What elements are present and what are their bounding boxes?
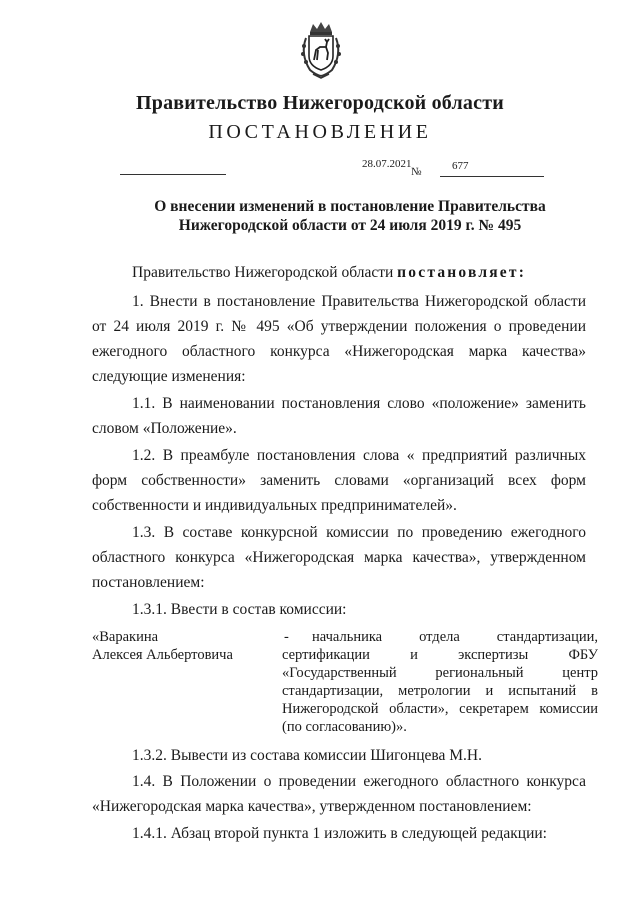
paragraph-1-4: 1.4. В Положении о проведении ежегодного областного конкурса «Нижегородская марка качества», утвержденном постановлением: <box>92 773 586 815</box>
preamble <box>92 260 586 285</box>
preamble-action: постановляет: <box>397 264 527 281</box>
government-title: Правительство Нижегородской области <box>136 92 504 114</box>
document-date: 28.07.2021 <box>362 158 412 170</box>
preamble-text: Правительство Нижегородской области <box>132 264 398 281</box>
paragraph-1-3: 1.3. В составе конкурсной комиссии по проведению ежегодного областного конкурса «Нижегородская марка качества», утвержденном постановлением: <box>92 524 586 591</box>
document-type: ПОСТАНОВЛЕНИЕ <box>208 121 432 143</box>
coat-of-arms-icon <box>296 20 346 80</box>
commission-member-name: «Варакина Алексея Альбертовича <box>92 629 233 663</box>
subject-line-1: О внесении изменений в постановление Правительства <box>154 198 546 215</box>
date-blank-line <box>120 174 226 175</box>
number-sign: № <box>411 166 422 178</box>
subject-line-2: Нижегородской области от 24 июля 2019 г. № 495 <box>178 217 522 234</box>
document-number: 677 <box>452 160 469 172</box>
paragraph-1-1: 1.1. В наименовании постановления слово «положение» заменить словом «Положение». <box>92 395 586 437</box>
paragraph-1-3-2: 1.3.2. Вывести из состава комиссии Шигонцева М.Н. <box>132 747 482 764</box>
paragraph-1-3-1: 1.3.1. Ввести в состав комиссии: <box>132 601 347 618</box>
commission-member-description: начальника отдела стандартизации, сертификации и экспертизы ФБУ «Государственный региональный центр стандартизации, метрологии и испытаний в Нижегородской области», секретарем комиссии (по согласованию)». <box>282 629 598 735</box>
number-underline <box>440 176 544 177</box>
paragraph-1-2: 1.2. В преамбуле постановления слова « предприятий различных форм собственности» заменить словами «организаций всех форм собственности и индивидуальных предпринимателей». <box>92 447 586 514</box>
document-subject <box>120 197 580 235</box>
paragraph-1: 1. Внести в постановление Правительства Нижегородской области от 24 июля 2019 г. № 495 «Об утверждении положения о проведении ежегодного областного конкурса «Нижегородская марка качества» следующие изменения: <box>92 293 586 385</box>
paragraph-1-4-1: 1.4.1. Абзац второй пункта 1 изложить в следующей редакции: <box>132 825 547 842</box>
commission-member-dash: - <box>284 629 289 645</box>
